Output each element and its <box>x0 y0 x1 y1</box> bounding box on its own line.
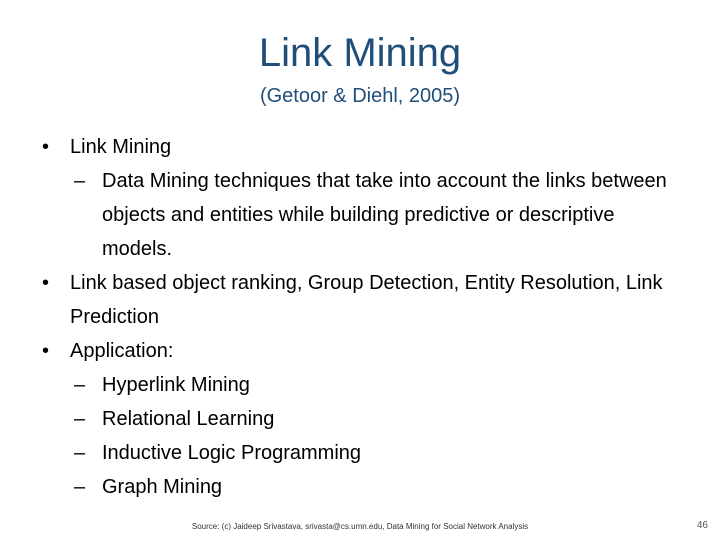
dash-marker: – <box>74 170 86 192</box>
page-number: 46 <box>696 520 708 531</box>
dash-marker: – <box>74 408 86 430</box>
bullet-text: Application: <box>70 340 174 362</box>
sub-bullet-text: Hyperlink Mining <box>102 374 250 396</box>
bullet-link-tasks <box>40 266 690 334</box>
sub-bullet-text: Data Mining techniques that take into account the links between objects and entities while building predictive or descriptive models. <box>102 170 667 260</box>
sub-bullet-graph-mining <box>40 470 690 504</box>
sub-bullet-hyperlink-mining <box>40 368 690 402</box>
bullet-application <box>40 334 690 368</box>
sub-bullet-relational-learning <box>40 402 690 436</box>
bullet-link-mining <box>40 130 690 164</box>
dash-marker: – <box>74 374 86 396</box>
bullet-text: Link Mining <box>70 136 172 158</box>
sub-bullet-definition <box>40 164 690 266</box>
slide-title: Link Mining <box>258 31 462 75</box>
slide-subtitle: (Getoor & Diehl, 2005) <box>259 85 461 107</box>
bullet-marker: • <box>42 136 50 158</box>
sub-bullet-inductive-logic <box>40 436 690 470</box>
dash-marker: – <box>74 442 86 464</box>
dash-marker: – <box>74 476 86 498</box>
sub-bullet-text: Graph Mining <box>102 476 223 498</box>
bullet-marker: • <box>42 340 50 362</box>
sub-bullet-text: Inductive Logic Programming <box>102 442 362 464</box>
source-footer: Source: (c) Jaideep Srivastava, srivasta@cs.umn.edu, Data Mining for Social Network Analysis <box>191 522 529 531</box>
sub-bullet-text: Relational Learning <box>102 408 275 430</box>
bullet-marker: • <box>42 272 50 294</box>
bullet-text: Link based object ranking, Group Detection, Entity Resolution, Link Prediction <box>70 272 663 328</box>
slide-body <box>40 130 690 504</box>
